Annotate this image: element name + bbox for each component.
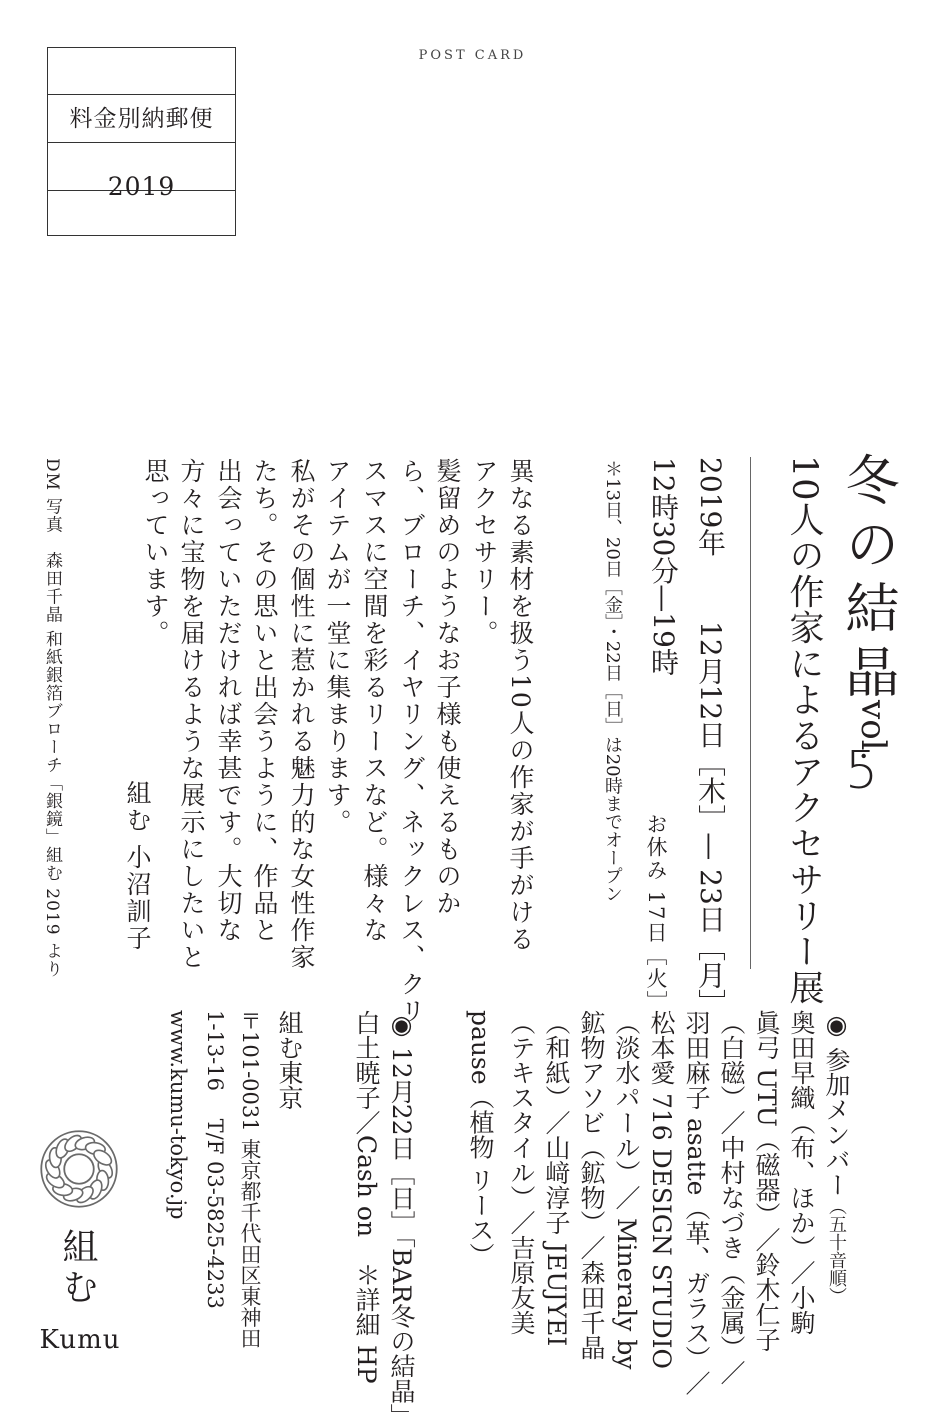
photo-credit: DM 写真 森田千晶 和紙銀箔ブローチ「銀鏡」組む 2019 より <box>42 458 62 978</box>
statement-line: 出会っていただければ幸甚です。大切な <box>214 458 243 944</box>
statement-signature: 組む 小沼訓子 <box>123 780 152 952</box>
statement-line: たち。その思いと出会うように、作品と <box>250 458 279 944</box>
event-year: 2019年 <box>694 457 727 557</box>
late-opening-note: ＊13日、20日［金］・22日［日］は20時までオープン <box>602 460 623 903</box>
statement-line: 異なる素材を扱う10人の作家が手がける <box>506 458 535 953</box>
postage-box-divider-top <box>48 94 235 95</box>
member-line: 松本愛 716 DESIGN STUDIO <box>647 1010 676 1369</box>
postage-box-divider-middle <box>48 142 235 143</box>
statement-line: ら、ブローチ、イヤリング、ネックレス、クリ <box>397 458 426 1025</box>
shop-address-line-2: 1-13-16 T/F 03-5825-4233 <box>203 1010 227 1309</box>
member-line: （白磁）／中村なづき（金属）／ <box>717 1010 746 1385</box>
vertical-divider <box>750 457 751 969</box>
volume-number: 5 <box>845 741 879 801</box>
statement-line: アイテムが一堂に集まります。 <box>323 458 352 836</box>
member-line: 奥田早織（布、ほか）／小駒 <box>787 1010 816 1335</box>
member-line: （淡水パール）／ Mineraly by <box>612 1010 641 1370</box>
event-hours: 12時30分—19時 <box>647 457 680 676</box>
statement-line: 髪留めのようなお子様も使えるものか <box>433 458 462 917</box>
event-title: 冬の結晶 <box>837 452 900 708</box>
shop-website: www.kumu-tokyo.jp <box>166 1010 190 1220</box>
postage-label: 料金別納郵便 <box>69 106 214 132</box>
member-line: 眞弓 UTU（磁器）／鈴木仁子 <box>752 1010 781 1352</box>
event-date-range: 12月12日［木］— 23日［月］ <box>694 621 727 1017</box>
logo-kanji: 組む <box>57 1228 98 1308</box>
member-line: （テキスタイル）／吉原友美 <box>507 1010 536 1335</box>
postcard-label: POST CARD <box>418 48 527 63</box>
members-heading-note: （五十音順） <box>826 1196 847 1305</box>
shop-address-line-1: 〒101-0031 東京都千代田区東神田 <box>238 1010 262 1349</box>
closed-day: お休み 17日［火］ <box>644 813 668 1014</box>
statement-line: 方々に宝物を届けるような展示にしたいと <box>177 458 206 971</box>
event-subtitle: 10人の作家によるアクセサリー展 <box>784 455 824 1006</box>
bar-event-title: ◉ 12月22日［日］「BAR冬の結晶」 <box>387 1010 416 1428</box>
volume-label: vol. <box>853 700 893 762</box>
member-line: 鉱物アソビ（鉱物）／森田千晶 <box>577 1010 606 1360</box>
statement-line: 私がその個性に惹かれる魅力的な女性作家 <box>287 458 316 971</box>
members-heading: ◉ 参加メンバー <box>822 1010 851 1197</box>
shop-name: 組む東京 <box>275 1010 304 1110</box>
statement-line: 思っています。 <box>141 458 170 647</box>
postage-year: 2019 <box>107 172 176 201</box>
statement-line: アクセサリー。 <box>470 458 499 647</box>
member-line: 羽田麻子 asatte（革、ガラス）／ <box>682 1010 711 1396</box>
members-heading-column <box>818 1010 854 1305</box>
logo-romaji: Kumu <box>39 1325 121 1355</box>
kumu-knot-logo-icon <box>38 1128 120 1210</box>
postage-indicia-box <box>47 47 236 236</box>
bar-event-detail: 白土暁子／Cash on ＊詳細 HP <box>352 1010 381 1384</box>
statement-line: スマスに空間を彩るリースなど。様々な <box>360 458 389 944</box>
member-line: （和紙）／山﨑淳子 JEUJYEI <box>542 1010 571 1347</box>
member-line: pause（植物 リース） <box>466 1010 495 1268</box>
